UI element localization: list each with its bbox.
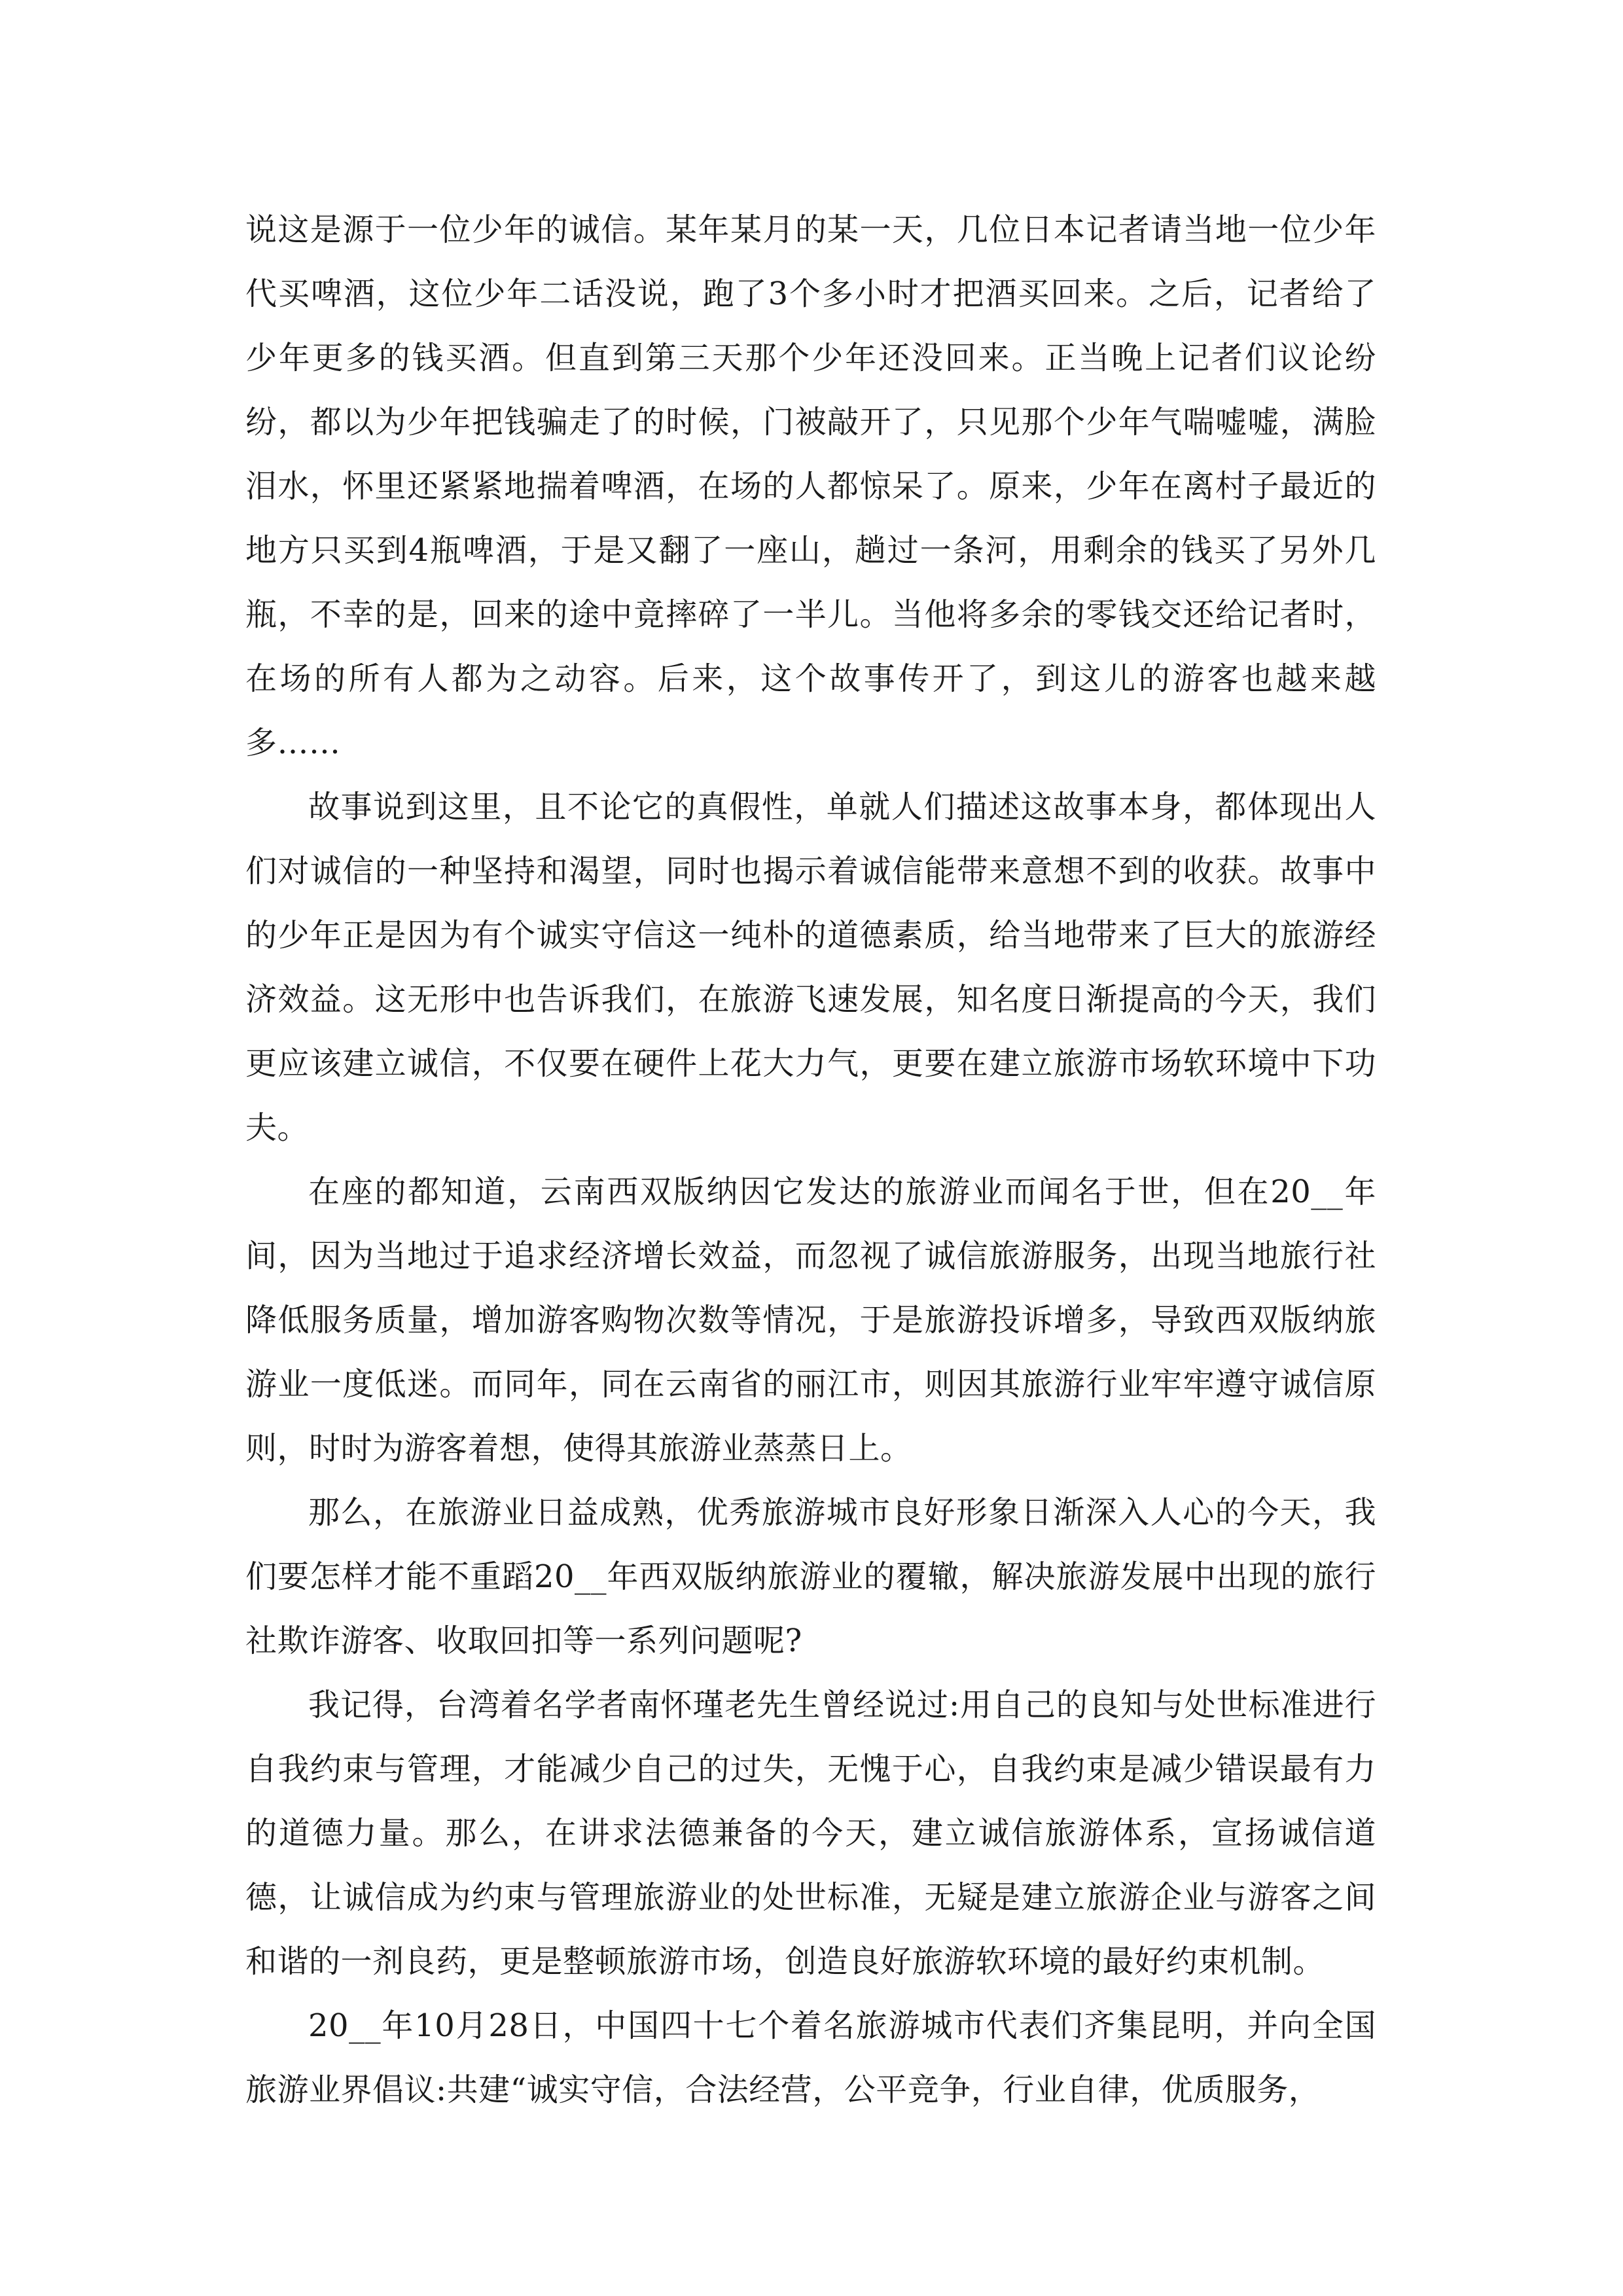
- document-body: [245, 198, 1376, 2122]
- paragraph-1: 说这是源于一位少年的诚信。某年某月的某一天，几位日本记者请当地一位少年代买啤酒，这位少年二话没说，跑了3个多小时才把酒买回来。之后，记者给了少年更多的钱买酒。但直到第三天那个少年还没回来。正当晚上记者们议论纷纷，都以为少年把钱骗走了的时候，门被敲开了，只见那个少年气喘嘘嘘，满脸泪水，怀里还紧紧地揣着啤酒，在场的人都惊呆了。原来，少年在离村子最近的地方只买到4瓶啤酒，于是又翻了一座山，趟过一条河，用剩余的钱买了另外几瓶，不幸的是，回来的途中竟摔碎了一半儿。当他将多余的零钱交还给记者时，在场的所有人都为之动容。后来，这个故事传开了，到这儿的游客也越来越多……: [245, 211, 1376, 761]
- paragraph-6: 20__年10月28日，中国四十七个着名旅游城市代表们齐集昆明，并向全国旅游业界倡议:共建“诚实守信，合法经营，公平竞争，行业自律，优质服务，: [245, 2007, 1376, 2108]
- paragraph-5: 我记得，台湾着名学者南怀瑾老先生曾经说过:用自己的良知与处世标准进行自我约束与管理，才能减少自己的过失，无愧于心，自我约束是减少错误最有力的道德力量。那么，在讲求法德兼备的今天，建立诚信旅游体系，宣扬诚信道德，让诚信成为约束与管理旅游业的处世标准，无疑是建立旅游企业与游客之间和谐的一剂良药，更是整顿旅游市场，创造良好旅游软环境的最好约束机制。: [245, 1687, 1376, 1980]
- paragraph-3: 在座的都知道，云南西双版纳因它发达的旅游业而闻名于世，但在20__年间，因为当地过于追求经济增长效益，而忽视了诚信旅游服务，出现当地旅行社降低服务质量，增加游客购物次数等情况，于是旅游投诉增多，导致西双版纳旅游业一度低迷。而同年，同在云南省的丽江市，则因其旅游行业牢牢遵守诚信原则，时时为游客着想，使得其旅游业蒸蒸日上。: [245, 1174, 1376, 1467]
- paragraph-4: 那么，在旅游业日益成熟，优秀旅游城市良好形象日渐深入人心的今天，我们要怎样才能不重蹈20__年西双版纳旅游业的覆辙，解决旅游发展中出现的旅行社欺诈游客、收取回扣等一系列问题呢?: [245, 1494, 1376, 1659]
- paragraph-2: 故事说到这里，且不论它的真假性，单就人们描述这故事本身，都体现出人们对诚信的一种坚持和渴望，同时也揭示着诚信能带来意想不到的收获。故事中的少年正是因为有个诚实守信这一纯朴的道德素质，给当地带来了巨大的旅游经济效益。这无形中也告诉我们，在旅游飞速发展，知名度日渐提高的今天，我们更应该建立诚信，不仅要在硬件上花大力气，更要在建立旅游市场软环境中下功夫。: [245, 789, 1376, 1146]
